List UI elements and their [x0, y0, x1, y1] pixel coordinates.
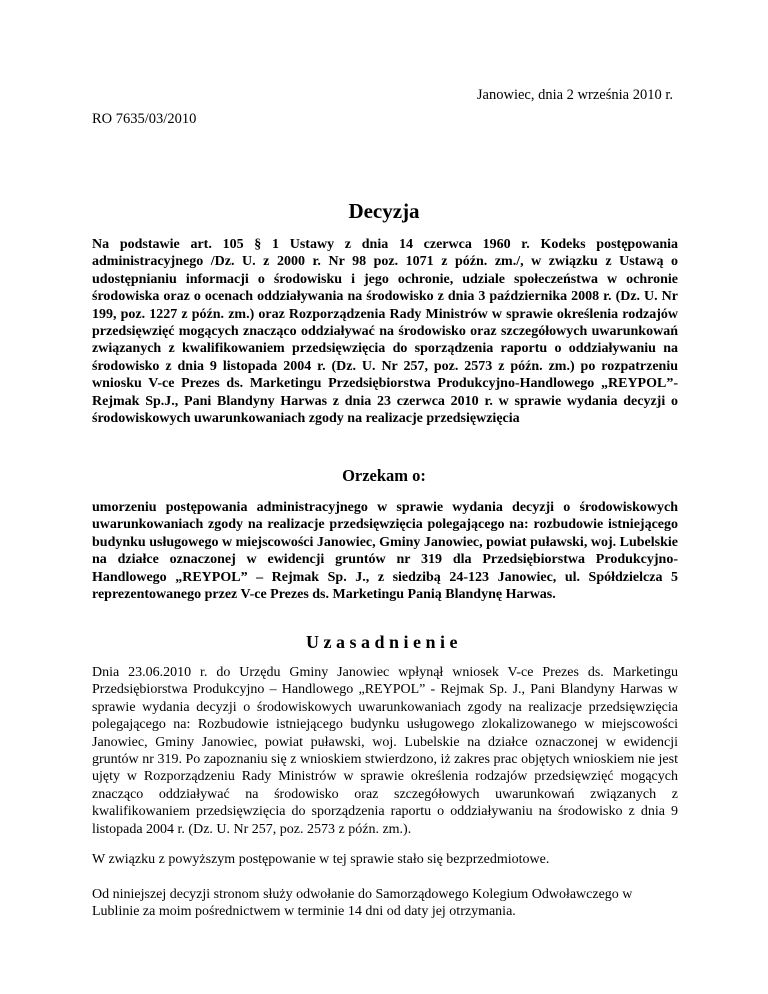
place-and-date: Janowiec, dnia 2 września 2010 r.: [476, 87, 673, 103]
decision-heading: Orzekam o:: [342, 466, 426, 485]
appeal-paragraph: Od niniejszej decyzji stronom służy odwołanie do Samorządowego Kolegium Odwoławczego w Lublinie za moim pośrednictwem w terminie 14 dni od daty jej otrzymania.: [92, 887, 633, 920]
decision-paragraph: umorzeniu postępowania administracyjnego w sprawie wydania decyzji o środowiskowych uwarunkowaniach zgody na realizacje przedsięwzięcia polegającego na: rozbudowie istniejącego budynku usługowego w miejscowości Janowiec, Gminy Janowiec, powiat puławski, woj. Lubelskie na działce oznaczonej w ewidencji gruntów nr 319 dla Przedsiębiorstwa Produkcyjno-Handlowego „REYPOL” – Rejmak Sp. J., z siedzibą 24-123 Janowiec, ul. Spółdzielcza 5 reprezentowanego przez V-ce Prezes ds. Marketingu Panią Blandynę Harwas.: [92, 500, 678, 603]
legal-basis-paragraph: Na podstawie art. 105 § 1 Ustawy z dnia 14 czerwca 1960 r. Kodeks postępowania administracyjnego /Dz. U. z 2000 r. Nr 98 poz. 1071 z późn. zm./, w związku z Ustawą o udostępnianiu informacji o środowisku i jego ochronie, udziale społeczeństwa w ochronie środowiska oraz o ocenach oddziaływania na środowisko z dnia 3 października 2008 r. (Dz. U. Nr 199, poz. 1227 z późn. zm.) oraz Rozporządzenia Rady Ministrów w sprawie określenia rodzajów przedsięwzięć mogących znacząco oddziaływać na środowisko oraz szczegółowych uwarunkowań związanych z kwalifikowaniem przedsięwzięcia do sporządzenia raportu o oddziaływaniu na środowisko z dnia 9 listopada 2004 r. (Dz. U. Nr 257, poz. 2573 z późn. zm.) po rozpatrzeniu wniosku V-ce Prezes ds. Marketingu Przedsiębiorstwa Produkcyjno-Handlowego „REYPOL”-Rejmak Sp.J., Pani Blandyny Harwas z dnia 23 czerwca 2010 r. w sprawie wydania decyzji o środowiskowych uwarunkowaniach zgody na realizacje przedsięwzięcia: [92, 237, 678, 427]
reference-number: RO 7635/03/2010: [92, 111, 197, 127]
document-title: Decyzja: [348, 199, 420, 223]
justification-heading: Uzasadnienie: [305, 632, 462, 652]
conclusion-paragraph: W związku z powyższym postępowanie w tej sprawie stało się bezprzedmiotowe.: [92, 852, 550, 867]
justification-paragraph: Dnia 23.06.2010 r. do Urzędu Gminy Janowiec wpłynął wniosek V-ce Prezes ds. Marketingu Przedsiębiorstwa Produkcyjno – Handlowego „REYPOL” - Rejmak Sp. J., Pani Blandyny Harwas w sprawie wydania decyzji o środowiskowych uwarunkowaniach zgody na realizacje przedsięwzięcia polegającego na: Rozbudowie istniejącego budynku usługowego zlokalizowanego w miejscowości Janowiec, Gminy Janowiec, powiat puławski, woj. Lubelskie na działce oznaczonej w ewidencji gruntów nr 319. Po zapoznaniu się z wnioskiem stwierdzono, iż zakres prac objętych wnioskiem nie jest ujęty w Rozporządzeniu Rady Ministrów w sprawie określenia rodzajów przedsięwzięć mogących znacząco oddziaływać na środowisko oraz szczegółowych uwarunkowań związanych z kwalifikowaniem przedsięwzięcia do sporządzenia raportu o oddziaływaniu na środowisko z dnia 9 listopada 2004 r. (Dz. U. Nr 257, poz. 2573 z późn. zm.).: [92, 665, 678, 837]
